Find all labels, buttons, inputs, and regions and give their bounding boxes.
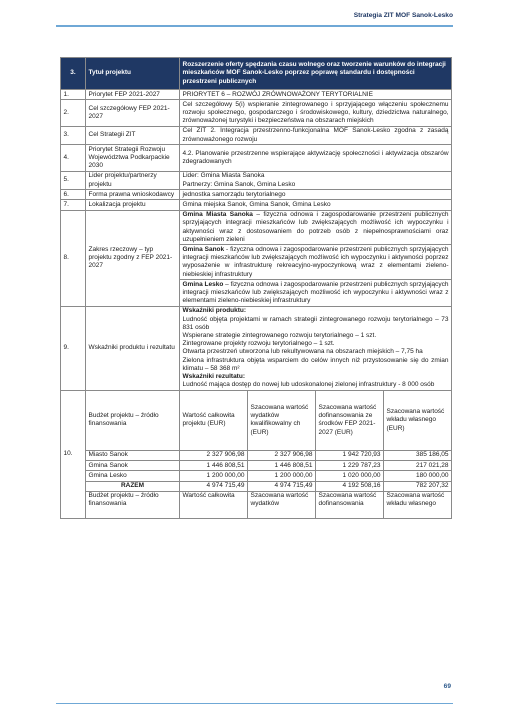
row-no: 9.: [61, 306, 86, 390]
budget-total-row: [61, 481, 452, 491]
row-no: 1.: [61, 90, 86, 100]
budget-total-label: RAZEM: [86, 481, 180, 491]
indicator-line: Ludność objęta projektami w ramach strategii zintegrowanego rozwoju terytorialnego – 73 831 osób: [182, 315, 449, 331]
budget-col-header: Szacowana wartość wkładu własnego: [384, 491, 452, 518]
budget-entity: Gmina Sanok: [86, 461, 180, 471]
indicator-line: Zintegrowane projekty rozwoju terytorialnego – 1 szt.: [182, 340, 335, 348]
indicators-cell: [180, 306, 452, 390]
budget-row: [61, 461, 452, 471]
partners-line: Partnerzy: Gmina Sanok, Gmina Lesko: [182, 180, 296, 188]
budget-entity: Gmina Lesko: [86, 471, 180, 481]
budget-row: [61, 471, 452, 481]
table-row: [61, 210, 452, 245]
row-no: 6.: [61, 190, 86, 200]
row-value: Cel ZIT 2. Integracja przestrzenno-funkcjonalna MOF Sanok-Lesko zgodna z zasadą zrównoważonego rozwoju: [180, 126, 452, 144]
indicators-heading: Wskaźniki produktu:: [182, 307, 247, 315]
header-no: 3.: [61, 58, 86, 90]
footer-divider: [56, 703, 453, 704]
budget-value: 1 200 000,00: [180, 471, 248, 481]
project-table: [60, 57, 452, 519]
budget-value: 1 229 787,23: [316, 461, 384, 471]
page-number: 69: [443, 683, 451, 690]
row-no: 7.: [61, 200, 86, 210]
budget-col-header: Szacowana wartość dofinansowania ze środków FEP 2021-2027 (EUR): [316, 390, 384, 450]
budget-value: 1 942 720,93: [316, 450, 384, 460]
budget-col-header: Wartość całkowita: [180, 491, 248, 518]
row-no: 5.: [61, 171, 86, 189]
row-label: Cel szczegółowy FEP 2021-2027: [86, 100, 180, 127]
table-row: [61, 145, 452, 172]
row-label: Lider projektu/partnerzy projektu: [86, 171, 180, 189]
row-value: Gmina miejska Sanok, Gmina Sanok, Gmina Lesko: [180, 200, 452, 210]
table-row: [61, 190, 452, 200]
budget-value: 4 974 715,49: [180, 481, 248, 491]
scope-text: – fizyczna odnowa i zagospodarowanie przestrzeni publicznych sprzyjających integracji mieszkańców lub zwiększających możliwość ich wypoczynku i aktywności wraz z dostosowaniem do potrzeb osób z niepełnosprawnościami oraz uzupełnieniem zieleni: [182, 211, 449, 243]
scope-text: - fizyczna odnowa i zagospodarowanie przestrzeni publicznych sprzyjających integracji mieszkańców lub zwiększających możliwość ich wypoczynku i aktywności poprzez wyposażenie w infrastrukturę rekreacyjno-wypoczynkową wraz z elementami zieleno-niebieskiej infrastruktury: [182, 245, 449, 278]
row-label: Wskaźniki produktu i rezultatu: [86, 306, 180, 390]
budget-value: 782 207,32: [384, 481, 452, 491]
row-no: 3.: [61, 126, 86, 144]
row-value: Cel szczegółowy 5(i) wspieranie zintegrowanego i sprzyjającego włączeniu społecznemu rozwoju społecznego, gospodarczego i środowiskowego, kultury, dziedzictwa naturalnego, zrównoważonej turystyki i bezpieczeństwa na obszarach miejskich: [180, 100, 452, 127]
table-row: [61, 126, 452, 144]
budget-value: 180 000,00: [384, 471, 452, 481]
scope-paragraph: [180, 210, 452, 245]
table-header-row: [61, 58, 452, 90]
budget-label: Budżet projektu – źródło finansowania: [86, 491, 180, 518]
indicator-line: Otwarta przestrzeń utworzona lub rekultywowana na obszarach miejskich – 7,75 ha: [182, 348, 423, 356]
budget-value: 1 200 000,00: [248, 471, 316, 481]
header-project-title: Rozszerzenie oferty spędzania czasu wolnego oraz tworzenie warunków do integracji mieszkańców MOF Sanok-Lesko poprzez poprawę standardu i dostępności przestrzeni publicznych: [180, 58, 452, 90]
row-no: 2.: [61, 100, 86, 127]
row-value: jednostka samorządu terytorialnego: [180, 190, 452, 200]
budget-value: 1 446 808,51: [248, 461, 316, 471]
row-value: 4.2. Planowanie przestrzenne wspierające aktywizację społeczności i aktywizacja obszarów zdegradowanych: [180, 145, 452, 172]
table-row: [61, 171, 452, 189]
budget-value: 2 327 906,98: [248, 450, 316, 460]
budget-value: 1 020 000,00: [316, 471, 384, 481]
table-row: [61, 90, 452, 100]
table-row: [61, 100, 452, 127]
row-label: Cel Strategii ZIT: [86, 126, 180, 144]
budget-col-header: Szacowana wartość wydatków kwalifikowalny ch (EUR): [248, 390, 316, 450]
table-row: [61, 306, 452, 390]
budget-label: Budżet projektu – źródło finansowania: [86, 390, 180, 450]
budget-col-header: Szacowana wartość dofinansowania: [316, 491, 384, 518]
row-no: 8.: [61, 210, 86, 306]
indicator-line: Ludność mająca dostęp do nowej lub udoskonalonej zielonej infrastruktury - 8 000 osób: [182, 381, 435, 389]
budget-header-row: [61, 390, 452, 450]
row-label: Zakres rzeczowy – typ projektu zgodny z FEP 2021-2027: [86, 210, 180, 306]
budget-value: 4 192 508,16: [316, 481, 384, 491]
budget-entity: Miasto Sanok: [86, 450, 180, 460]
scope-entity: Gmina Lesko: [182, 280, 224, 288]
row-value: PRIORYTET 6 – ROZWÓJ ZRÓWNOWAŻONY TERYTORIALNIE: [180, 90, 452, 100]
budget-value: 385 186,05: [384, 450, 452, 460]
budget-header-row: [61, 491, 452, 518]
indicator-line: Zielona infrastruktura objęta wsparciem do celów innych niż przystosowanie się do zmian klimatu – 58 368 m²: [182, 356, 449, 372]
budget-value: 2 327 906,98: [180, 450, 248, 460]
indicator-line: Wspierane strategie zintegrowanego rozwoju terytorialnego – 1 szt.: [182, 331, 377, 339]
budget-col-header: Wartość całkowita projektu (EUR): [180, 390, 248, 450]
budget-col-header: Szacowana wartość wkładu własnego (EUR): [384, 390, 452, 450]
scope-entity: Gmina Sanok: [182, 245, 225, 253]
header-divider: [56, 25, 453, 27]
row-no: 10.: [61, 390, 86, 518]
leader-line: Lider: Gmina Miasta Sanoka: [182, 172, 265, 180]
budget-col-header: Szacowana wartość wydatków: [248, 491, 316, 518]
row-label: Forma prawna wnioskodawcy: [86, 190, 180, 200]
budget-value: 1 446 808,51: [180, 461, 248, 471]
header-label: Tytuł projektu: [86, 58, 180, 90]
row-value: [180, 171, 452, 189]
budget-value: 4 974 715,49: [248, 481, 316, 491]
row-label: Lokalizacja projektu: [86, 200, 180, 210]
scope-entity: Gmina Miasta Sanoka: [182, 211, 253, 219]
row-label: Priorytet Strategii Rozwoju Województwa Podkarpackie 2030: [86, 145, 180, 172]
header-title: Strategia ZIT MOF Sanok-Lesko: [353, 12, 453, 19]
table-row: [61, 200, 452, 210]
scope-text: – fizyczna odnowa i zagospodarowanie przestrzeni publicznych sprzyjających integracji mieszkańców lub zwiększających możliwość ich wypoczynku i aktywności wraz z elementami zieleno-niebieskiej infrastruktury: [182, 280, 449, 305]
scope-paragraph: [180, 280, 452, 307]
budget-row: [61, 450, 452, 460]
indicators-heading: Wskaźniki rezultatu:: [182, 373, 245, 380]
scope-paragraph: [180, 245, 452, 280]
row-label: Priorytet FEP 2021-2027: [86, 90, 180, 100]
row-no: 4.: [61, 145, 86, 172]
budget-value: 217 021,28: [384, 461, 452, 471]
